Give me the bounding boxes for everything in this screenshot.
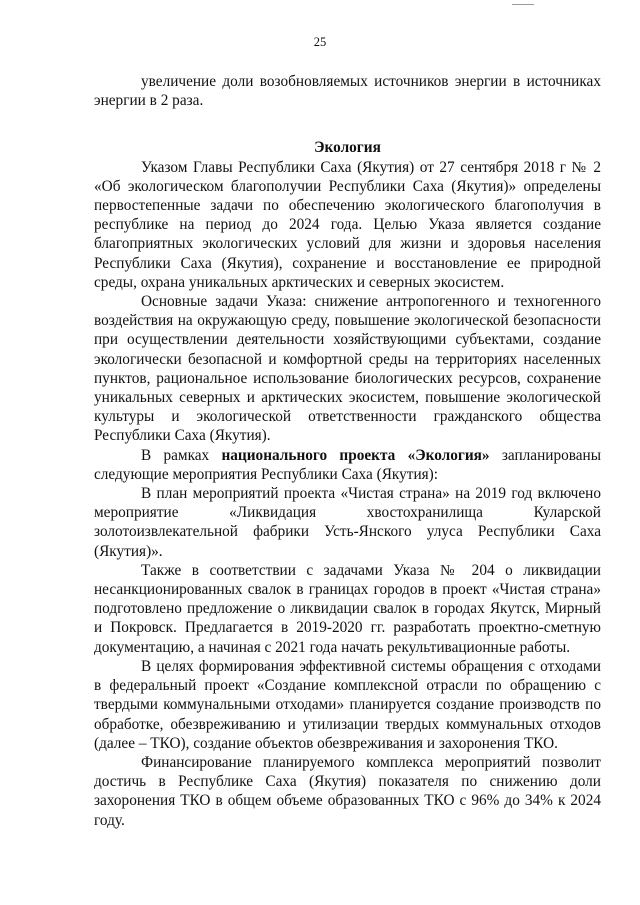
page-number: 25: [313, 35, 327, 49]
paragraph-decree-tasks: Основные задачи Указа: снижение антропогенного и техногенного воздействия на окружающую среду, повышение экологической безопасности при осуществлении деятельности хозяйствующими субъектами, создание экологически безопасной и комфортной среды на территориях населенных пунктов, рациональное использование биологических ресурсов, сохранение уникальных северных и арктических экосистем, повышение экологической культуры и экологической ответственности гражданского общества Республики Саха (Якутия).: [94, 293, 601, 445]
paragraph-clean-country: В план мероприятий проекта «Чистая страна» на 2019 год включено мероприятие «Ликвидация хвостохранилища Куларской золотоизвлекательной фабрики Усть-Янского улуса Республики Саха (Якутия)».: [94, 485, 601, 560]
paragraph-national-project: [94, 446, 601, 484]
paragraph-decree: Указом Главы Республики Саха (Якутия) от 27 сентября 2018 г № 2 «Об экологическом благополучии Республики Саха (Якутия)» определены первостепенные задачи по обеспечению экологического благополучия в республике на период до 2024 года. Целью Указа является создание благоприятных экологических условий для жизни и здоровья населения Республики Саха (Якутия), сохранение и восстановление ее природной среды, охрана уникальных арктических и северных экосистем.: [94, 158, 601, 291]
national-project-text-before: В рамках: [141, 446, 222, 464]
paragraph-renewable-energy: увеличение доли возобновляемых источников энергии в источниках энергии в 2 раза.: [94, 73, 601, 110]
paragraph-illegal-dumps: Также в соответствии с задачами Указа № 204 о ликвидации несанкционированных свалок в границах городов в проект «Чистая страна» подготовлено предложение о ликвидации свалок в городах Якутск, Мирный и Покровск. Предлагается в 2019-2020 гг. разработать проектно-сметную документацию, а начиная с 2021 года начать рекультивационные работы.: [94, 561, 601, 656]
section-heading-ecology: Экология: [314, 139, 381, 157]
scan-mark: [512, 4, 534, 6]
national-project-text-after: запланированы следующие мероприятия Республики Саха (Якутия):: [94, 446, 602, 483]
paragraph-financing: Финансирование планируемого комплекса мероприятий позволит достичь в Республике Саха (Якутия) показателя по снижению доли захоронения ТКО в общем объеме образованных ТКО с 96% до 34% к 2024 году.: [94, 753, 601, 829]
national-project-name: национального проекта «Экология»: [221, 446, 490, 464]
paragraph-waste-system: В целях формирования эффективной системы обращения с отходами в федеральный проект «Создание комплексной отрасли по обращению с твердыми коммунальными отходами» планируется создание производств по обработке, обезвреживанию и утилизации твердых коммунальных отходов (далее – ТКО), создание объектов обезвреживания и захоронения ТКО.: [94, 657, 601, 752]
document-body: [94, 72, 601, 830]
